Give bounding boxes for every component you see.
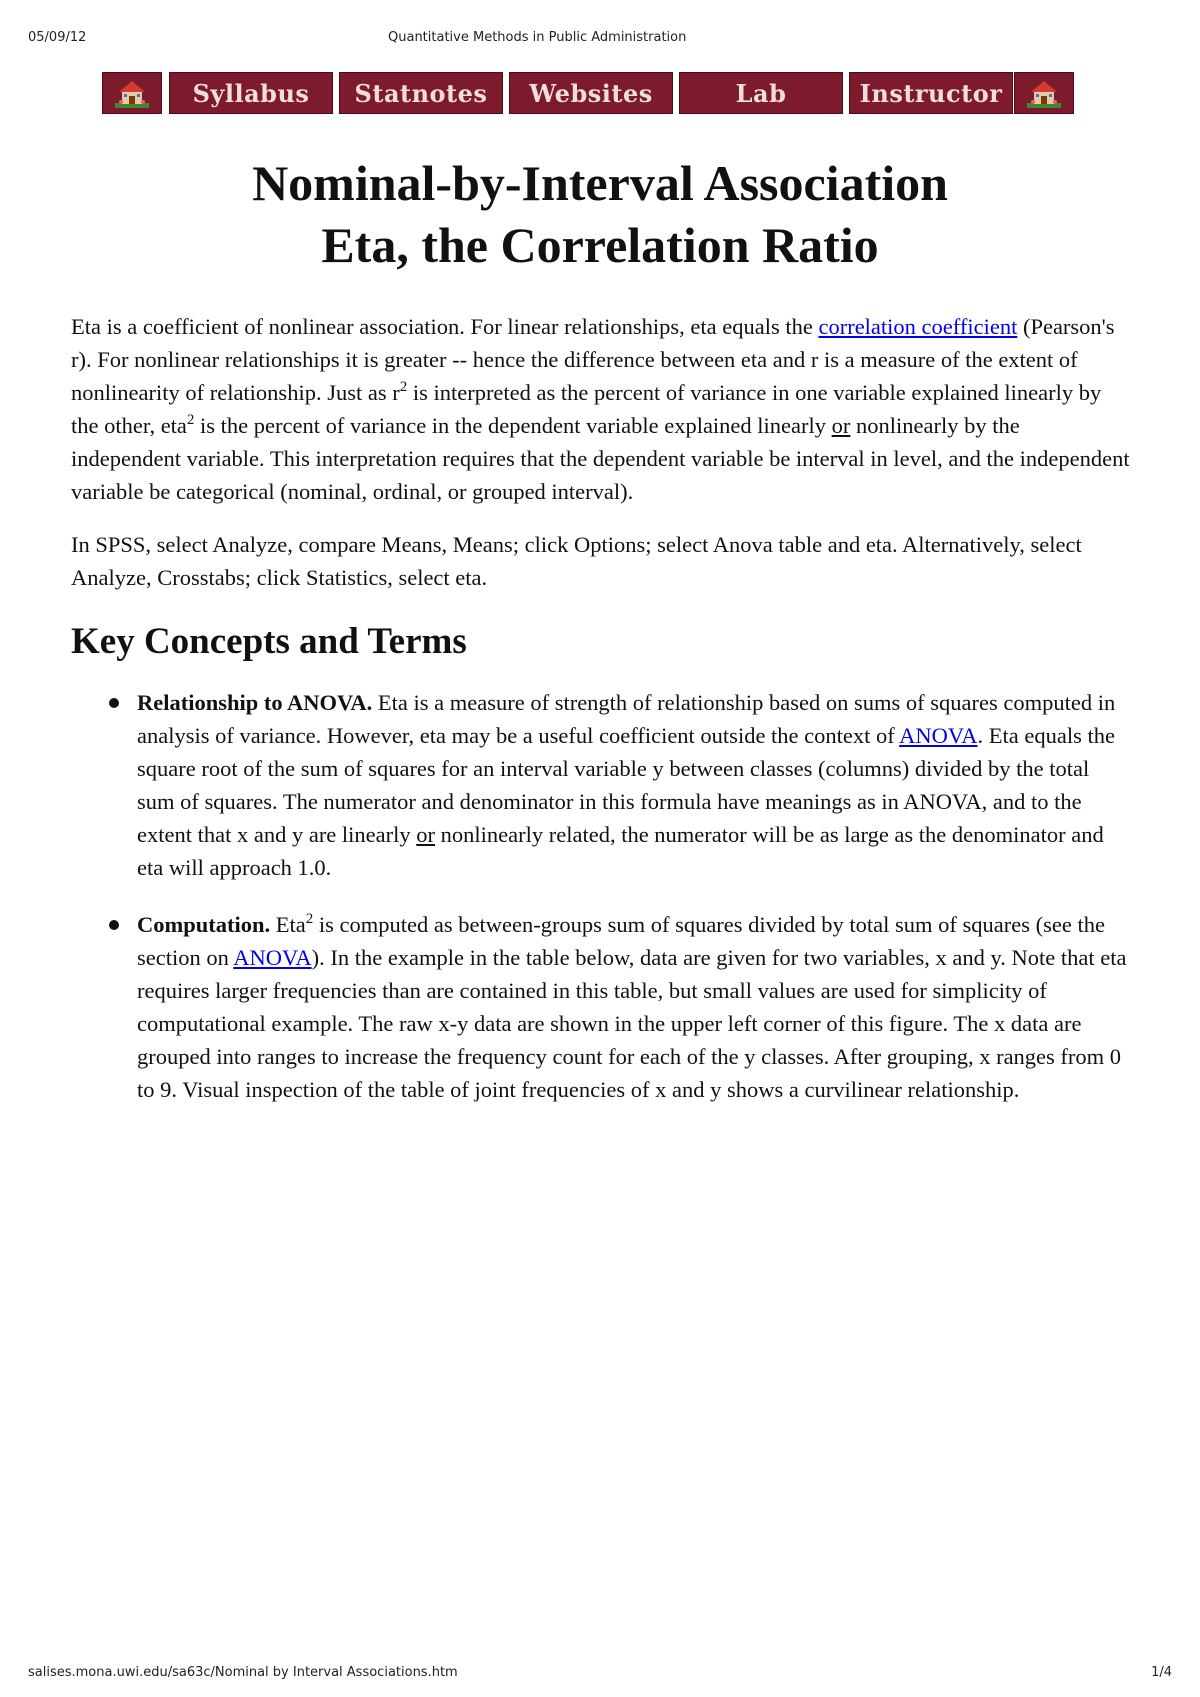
list-item: Computation. Eta$^2$ is computed as between-groups sum of squares divided by total sum of squares (see the section on ANOVA). In the example in the table below, data are given for two variables, x and y. Note that eta requires larger frequencies than are contained in this table, but small values are used for simplicity of computational example. The raw x-y data are shown in the upper left corner of this figure. The x data are grouped into ranges to increase the frequency count for each of the y classes. After grouping, x ranges from 0 to 9. Visual inspection of the table of joint frequencies of x and y shows a curvilinear relationship. [137,908,1131,1106]
home-house-icon [1027,78,1061,108]
nav-statnotes[interactable]: Statnotes [339,72,503,114]
home-button-left[interactable] [102,72,162,114]
correlation-coefficient-link[interactable]: correlation coefficient [818,314,1018,339]
nav-bar [102,72,1074,114]
nav-syllabus[interactable]: Syllabus [169,72,333,114]
home-house-icon [115,78,149,108]
page-number: 1/4 [1151,1665,1172,1680]
print-url: salises.mona.uwi.edu/sa63c/Nominal by Interval Associations.htm [28,1665,458,1680]
home-button-right[interactable] [1014,72,1074,114]
print-page-title: Quantitative Methods in Public Administration [388,30,687,45]
or-emphasis: or [831,413,851,438]
print-date: 05/09/12 [28,30,87,45]
bullet-icon [109,698,119,708]
bullet-icon [109,920,119,930]
nav-websites[interactable]: Websites [509,72,673,114]
anova-link[interactable]: ANOVA [233,945,312,970]
title-line-1: Nominal-by-Interval Association [252,155,948,211]
list-item: Relationship to ANOVA. Eta is a measure of strength of relationship based on sums of squares computed in analysis of variance. However, eta may be a useful coefficient outside the context of ANOVA. Eta equals the square root of the sum of squares for an interval variable y between classes (columns) divided by the total sum of squares. The numerator and denominator in this formula have meanings as in ANOVA, and to the extent that x and y are linearly or nonlinearly related, the numerator will be as large as the denominator and eta will approach 1.0. [137,686,1131,884]
intro-paragraph-1: Eta is a coefficient of nonlinear association. For linear relationships, eta equals the correlation coefficient (Pearson's r). For nonlinear relationships it is greater -- hence the difference between eta and r is a measure of the extent of nonlinearity of relationship. Just as $r^2$ is interpreted as the percent of variance in one variable explained linearly by the other, eta$^2$ is the percent of variance in the dependent variable explained linearly or nonlinearly by the independent variable. This interpretation requires that the dependent variable be interval in level, and the independent variable be categorical (nominal, ordinal, or grouped interval). [71,314,1130,504]
nav-instructor[interactable]: Instructor [849,72,1013,114]
print-footer [28,1665,1172,1685]
page-title [0,152,1200,276]
key-concepts-list [71,686,1131,1106]
nav-lab[interactable]: Lab [679,72,843,114]
intro-paragraph-2: In SPSS, select Analyze, compare Means, Means; click Options; select Anova table and eta. Alternatively, select Analyze, Crosstabs; click Statistics, select eta. [71,532,1082,590]
title-line-2: Eta, the Correlation Ratio [321,217,879,273]
print-header [28,30,1172,50]
article-body [71,310,1131,1130]
term-label: Relationship to ANOVA. [137,690,373,715]
key-concepts-heading: Key Concepts and Terms [71,621,467,662]
term-label: Computation. [137,912,271,937]
anova-link[interactable]: ANOVA [899,723,978,748]
or-emphasis: or [416,822,436,847]
